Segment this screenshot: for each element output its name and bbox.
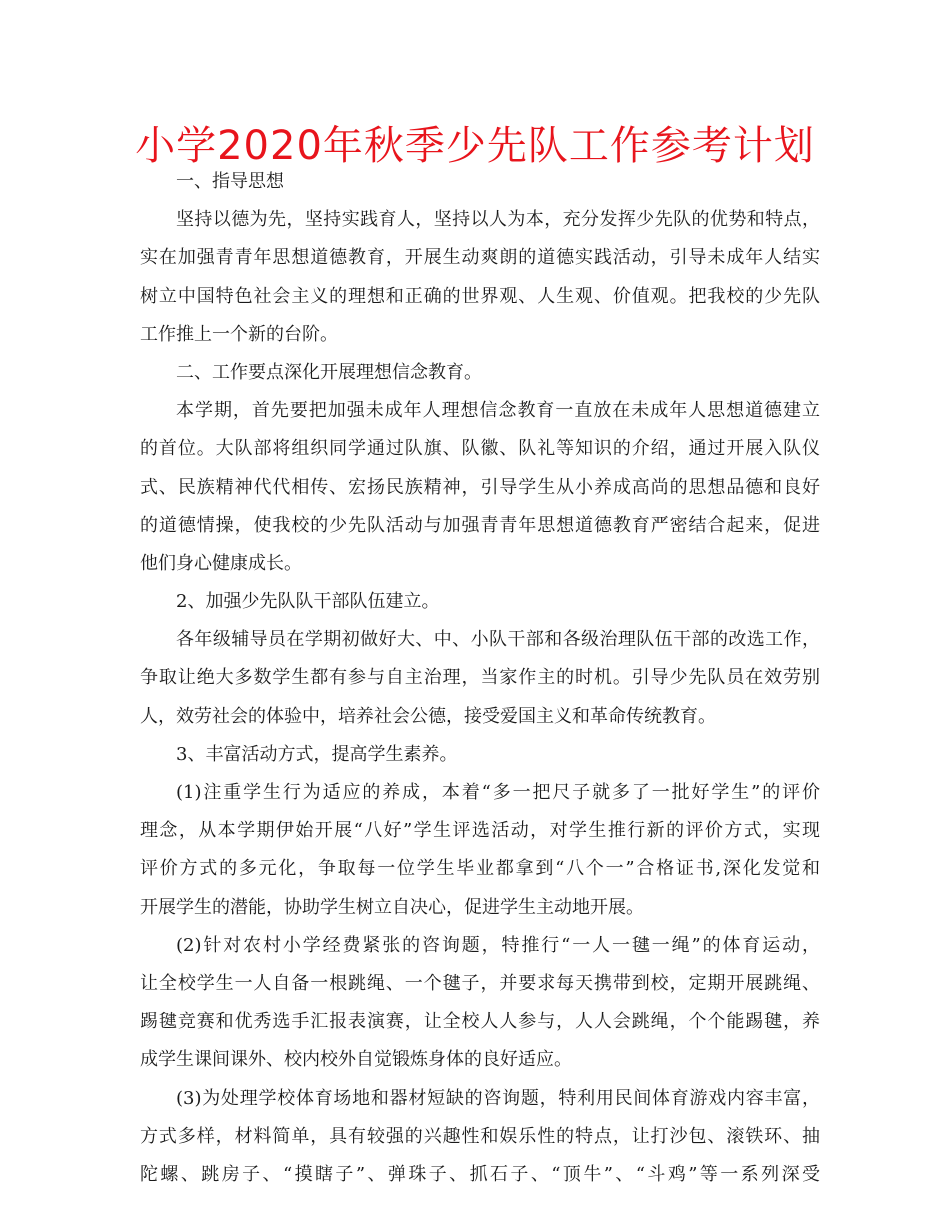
paragraph-line: 陀螺、跳房子、“摸瞎子”、弹珠子、抓石子、“顶牛”、“斗鸡”等一系列深受 [140, 1163, 820, 1185]
paragraph-line: 二、工作要点深化开展理想信念教育。 [176, 361, 482, 383]
paragraph-line: 评价方式的多元化，争取每一位学生毕业都拿到“八个一”合格证书,深化发觉和 [140, 858, 820, 880]
paragraph-line: (1)注重学生行为适应的养成，本着“多一把尺子就多了一批好学生”的评价 [176, 782, 820, 803]
paragraph-line: (2)针对农村小学经费紧张的咨询题，特推行“一人一毽一绳”的体育运动， [176, 934, 820, 956]
paragraph-line: 的首位。大队部将组织同学通过队旗、队徽、队礼等知识的介绍，通过开展入队仪 [140, 438, 820, 460]
document-title: 小学2020年秋季少先队工作参考计划 [135, 123, 815, 169]
paragraph-line: 一、指导思想 [176, 171, 284, 192]
paragraph-line: 理念，从本学期伊始开展“八好”学生评选活动，对学生推行新的评价方式，实现 [140, 820, 820, 842]
paragraph-line: 工作推上一个新的台阶。 [140, 323, 338, 345]
paragraph-line: 人，效劳社会的体验中，培养社会公德，接受爱国主义和革命传统教育。 [140, 705, 716, 727]
paragraph-line: 树立中国特色社会主义的理想和正确的世界观、人生观、价值观。把我校的少先队 [140, 285, 820, 307]
paragraph-line: 成学生课间课外、校内校外自觉锻炼身体的良好适应。 [140, 1049, 572, 1071]
paragraph-line: 3、丰富活动方式，提高学生素养。 [176, 743, 458, 765]
paragraph-line: (3)为处理学校体育场地和器材短缺的咨询题，特利用民间体育游戏内容丰富， [176, 1087, 820, 1109]
paragraph-line: 争取让绝大多数学生都有参与自主治理，当家作主的时机。引导少先队员在效劳别 [140, 667, 820, 689]
document-body [140, 163, 820, 1194]
paragraph-line: 他们身心健康成长。 [140, 552, 302, 574]
paragraph-line: 坚持以德为先，坚持实践育人，坚持以人为本，充分发挥少先队的优势和特点， [176, 209, 820, 231]
paragraph-line: 踢毽竞赛和优秀选手汇报表演赛，让全校人人参与，人人会跳绳，个个能踢毽，养 [140, 1011, 820, 1033]
paragraph-line: 让全校学生一人自备一根跳绳、一个毽子，并要求每天携带到校，定期开展跳绳、 [140, 972, 820, 994]
paragraph-line: 各年级辅导员在学期初做好大、中、小队干部和各级治理队伍干部的改选工作， [176, 629, 820, 651]
paragraph-line: 实在加强青青年思想道德教育，开展生动爽朗的道德实践活动，引导未成年人结实 [140, 247, 820, 269]
paragraph-line: 2、加强少先队队干部队伍建立。 [176, 591, 440, 613]
paragraph-line: 本学期，首先要把加强未成年人理想信念教育一直放在未成年人思想道德建立 [176, 400, 820, 422]
paragraph-line: 的道德情操，使我校的少先队活动与加强青青年思想道德教育严密结合起来，促进 [140, 514, 820, 536]
paragraph-line: 开展学生的潜能，协助学生树立自决心，促进学生主动地开展。 [140, 896, 644, 918]
paragraph-line: 式、民族精神代代相传、宏扬民族精神，引导学生从小养成高尚的思想品德和良好 [140, 476, 820, 498]
paragraph-line: 方式多样，材料简单，具有较强的兴趣性和娱乐性的特点，让打沙包、滚铁环、抽 [140, 1125, 820, 1147]
